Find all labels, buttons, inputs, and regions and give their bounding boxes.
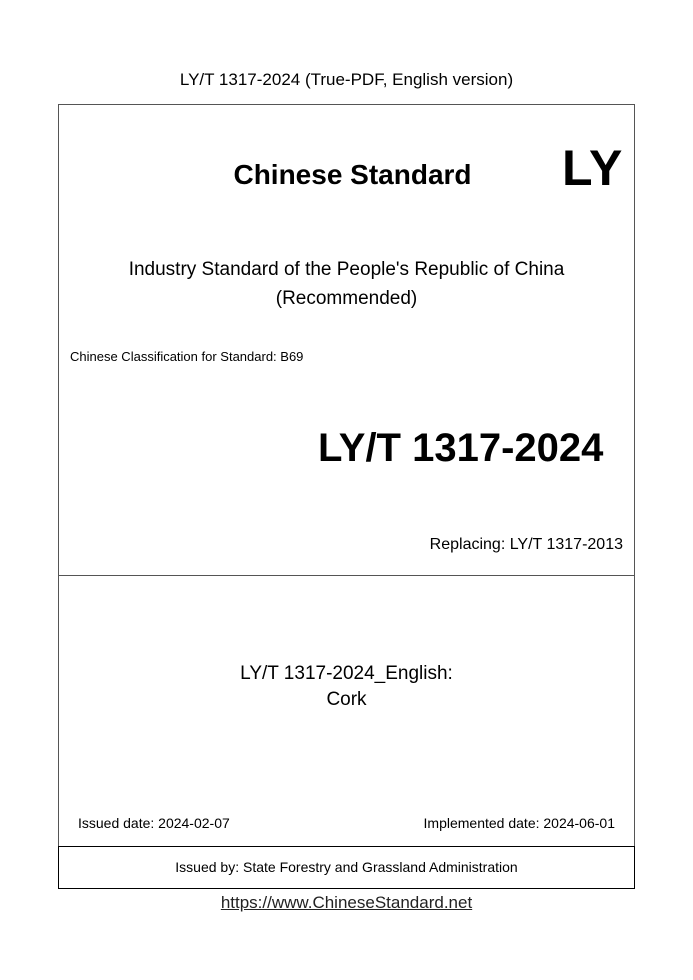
standard-number: LY/T 1317-2024: [318, 426, 604, 470]
cover-title: Chinese Standard: [233, 159, 472, 190]
issued-date: Issued date: 2024-02-07: [78, 815, 230, 831]
english-title-line: LY/T 1317-2024_English:: [240, 663, 453, 684]
issuer-frame: [58, 846, 635, 889]
issuer-text: Issued by: State Forestry and Grassland Administration: [175, 859, 518, 875]
replacing-label: Replacing: LY/T 1317-2013: [429, 536, 623, 553]
recommended-line: (Recommended): [275, 288, 418, 309]
implemented-date: Implemented date: 2024-06-01: [423, 815, 615, 831]
standard-code-mark: LY: [562, 140, 624, 196]
document-header: LY/T 1317-2024 (True-PDF, English version): [179, 70, 514, 89]
classification-label: Chinese Classification for Standard: B69: [70, 349, 304, 364]
website-link[interactable]: https://www.ChineseStandard.net: [220, 893, 473, 912]
english-title-subject: Cork: [326, 689, 367, 710]
industry-standard-line: Industry Standard of the People's Republic of China: [128, 259, 565, 280]
